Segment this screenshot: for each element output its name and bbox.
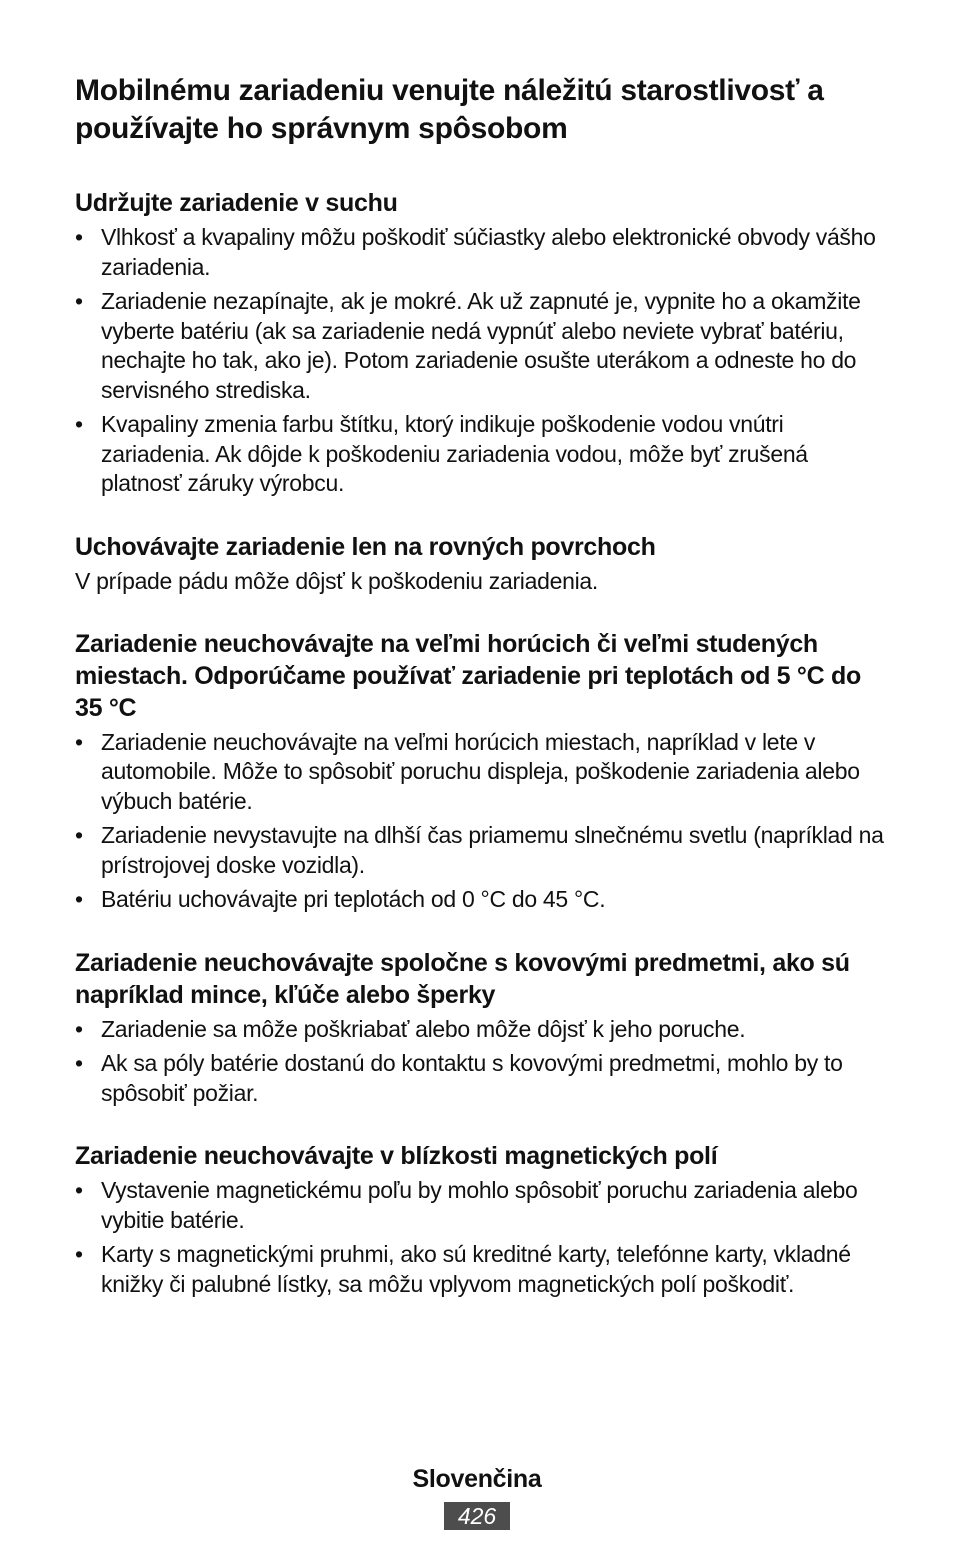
section-heading: Udržujte zariadenie v suchu <box>75 189 398 217</box>
bullet-item: • Vlhkosť a kvapaliny môžu poškodiť súčiastky alebo elektronické obvody vášho zariadenia. <box>75 223 885 282</box>
bullet-item: • Batériu uchovávajte pri teplotách od 0 °C do 45 °C. <box>75 885 885 915</box>
bullet-item: • Karty s magnetickými pruhmi, ako sú kreditné karty, telefónne karty, vkladné knižky či palubné lístky, sa môžu vplyvom magnetických polí poškodiť. <box>75 1240 885 1299</box>
bullet-item: • Zariadenie sa môže poškriabať alebo môže dôjsť k jeho poruche. <box>75 1015 885 1045</box>
footer-language: Slovenčina <box>412 1465 542 1493</box>
bullet-item: • Ak sa póly batérie dostanú do kontaktu s kovovými predmetmi, mohlo by to spôsobiť požiar. <box>75 1049 885 1108</box>
section-heading: Zariadenie neuchovávajte spoločne s kovovými predmetmi, ako sú napríklad mince, kľúče alebo šperky <box>75 948 850 1009</box>
bullet-list <box>75 728 885 915</box>
bullet-item: • Vystavenie magnetickému poľu by mohlo spôsobiť poruchu zariadenia alebo vybitie batérie. <box>75 1176 885 1235</box>
page-number: 426 <box>444 1502 510 1530</box>
bullet-item: • Kvapaliny zmenia farbu štítku, ktorý indikuje poškodenie vodou vnútri zariadenia. Ak dôjde k poškodeniu zariadenia vodou, môže byť zrušená platnosť záruky výrobcu. <box>75 410 885 499</box>
section-heading: Uchovávajte zariadenie len na rovných povrchoch <box>75 532 656 561</box>
bullet-item: • Zariadenie neuchovávajte na veľmi horúcich miestach, napríklad v lete v automobile. Môže to spôsobiť poruchu displeja, poškodenie zariadenia alebo výbuch batérie. <box>75 728 885 817</box>
section-heading: Zariadenie neuchovávajte v blízkosti magnetických polí <box>75 1142 718 1170</box>
page-footer <box>0 1462 954 1530</box>
bullet-list <box>75 1015 885 1109</box>
bullet-item: • Zariadenie nezapínajte, ak je mokré. Ak už zapnuté je, vypnite ho a okamžite vyberte batériu (ak sa zariadenie nedá vypnúť alebo neviete vybrať batériu, nechajte ho tak, ako je). Potom zariadenie osušte uterákom a odneste ho do servisného strediska. <box>75 287 885 405</box>
section-text: V prípade pádu môže dôjsť k poškodeniu zariadenia. <box>75 567 598 594</box>
section-keep-dry <box>75 187 885 499</box>
section-flat-surfaces <box>75 531 885 596</box>
bullet-item: • Zariadenie nevystavujte na dlhší čas priamemu slnečnému svetlu (napríklad na prístrojovej doske vozidla). <box>75 821 885 880</box>
bullet-list <box>75 1176 885 1299</box>
document-page <box>75 72 885 1331</box>
bullet-list <box>75 223 885 499</box>
page-title: Mobilnému zariadeniu venujte náležitú starostlivosť a používajte ho správnym spôsobom <box>75 74 824 145</box>
section-heading: Zariadenie neuchovávajte na veľmi horúcich či veľmi studených miestach. Odporúčame používať zariadenie pri teplotách od 5 °C do 35 °C <box>75 629 861 722</box>
section-metal-objects <box>75 947 885 1109</box>
section-magnetic-fields <box>75 1140 885 1299</box>
section-temperature <box>75 628 885 915</box>
